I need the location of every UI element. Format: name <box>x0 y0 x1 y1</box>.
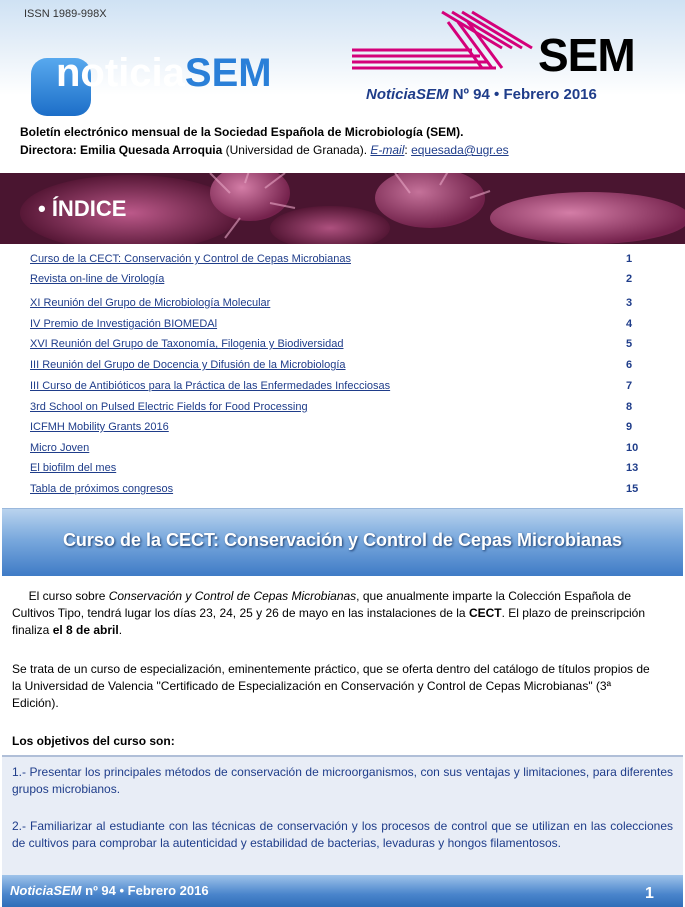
p1-cect: CECT <box>468 606 502 620</box>
toc-page-number: 13 <box>626 462 639 474</box>
email-colon: : <box>404 143 412 157</box>
toc-item-biofilm[interactable]: El biofilm del mes <box>30 462 117 474</box>
toc-page-number: 1 <box>626 253 633 265</box>
toc-page-number: 9 <box>626 421 633 433</box>
issue-line <box>366 86 597 103</box>
toc-item-icfmh-grants[interactable]: ICFMH Mobility Grants 2016 <box>30 421 169 433</box>
issue-name: NoticiaSEM <box>366 86 449 103</box>
section-paragraph-2: Se trata de un curso de especialización, eminentemente práctico, que se oferta dentro del catálogo de títulos propios de la Universidad de Valencia "Certificado de Especialización en Conservación y Control de Cepas Microbianas" (3ª Edición). <box>12 662 650 710</box>
email-label: E-mail <box>370 143 405 157</box>
toc-item-pulsed-electric-fields[interactable]: 3rd School on Pulsed Electric Fields for Food Processing <box>30 401 308 413</box>
objectives-heading: Los objetivos del curso son: <box>12 734 175 748</box>
noticiasem-logo <box>56 51 272 96</box>
section-title: Curso de la CECT: Conservación y Control de Cepas Microbianas <box>62 530 623 550</box>
toc-item-docencia[interactable]: III Reunión del Grupo de Docencia y Difusión de la Microbiología <box>30 359 346 371</box>
toc-item-taxonomia[interactable]: XVI Reunión del Grupo de Taxonomía, Filogenia y Biodiversidad <box>30 338 344 350</box>
toc-item-micro-joven[interactable]: Micro Joven <box>30 442 90 454</box>
toc-page-number: 15 <box>626 483 639 495</box>
toc-page-number: 3 <box>626 297 633 309</box>
issue-number: Nº 94 <box>452 86 490 103</box>
toc-page-number: 2 <box>626 273 633 285</box>
toc-page-number: 5 <box>626 338 633 350</box>
toc-page-number: 10 <box>626 442 639 454</box>
toc-item-microbiologia-molecular[interactable]: XI Reunión del Grupo de Microbiología Molecular <box>30 297 271 309</box>
p1-text-g: . <box>118 623 123 637</box>
director-line <box>20 143 509 157</box>
sem-stripes-logo <box>352 8 542 78</box>
issue-date: Febrero 2016 <box>503 86 597 103</box>
toc-item-congresos[interactable]: Tabla de próximos congresos <box>30 483 174 495</box>
index-title: • ÍNDICE <box>38 196 127 221</box>
objective-item-1: 1.- Presentar los principales métodos de conservación de microorganismos, con sus ventajas y limitaciones, para diferentes grupos microbianos. <box>12 765 673 796</box>
footer-issue-name: NoticiaSEM <box>10 883 82 898</box>
email-link[interactable]: equesada@ugr.es <box>411 143 509 157</box>
logo-word-sem: SEM <box>184 51 272 95</box>
issn-label: ISSN 1989-998X <box>24 8 107 20</box>
objective-item-2: 2.- Familiarizar al estudiante con las técnicas de conservación y los procesos de control que se utilizan en las colecciones de cultivos para comprobar la autenticidad y estabilidad de bacterias, levaduras y hongos filamentosos. <box>12 819 673 850</box>
footer-issue-rest: nº 94 • Febrero 2016 <box>81 883 209 898</box>
p1-text-c: , que anualmente imparte la Colección Española de Cultivos Tipo, tendrá lugar los días 23, 24, 25 y 26 de mayo en las instalaciones de la <box>12 589 632 620</box>
logo-word-noticia: noticia <box>56 51 185 95</box>
director-affiliation: (Universidad de Granada). <box>222 143 371 157</box>
p1-text-a: El curso sobre <box>28 589 109 603</box>
toc-item-premio-biomedal[interactable]: IV Premio de Investigación BIOMEDAl <box>30 318 218 330</box>
toc-item-curso-cect[interactable]: Curso de la CECT: Conservación y Control de Cepas Microbianas <box>30 253 351 265</box>
footer-issue <box>10 883 209 898</box>
issue-bullet: • <box>494 86 500 103</box>
toc-page-number: 6 <box>626 359 633 371</box>
footer-page-number: 1 <box>645 885 654 902</box>
p1-text-e: . El plazo de preinscripción finaliza <box>12 606 646 637</box>
toc-item-antibioticos[interactable]: III Curso de Antibióticos para la Práctica de las Enfermedades Infecciosas <box>30 380 391 392</box>
p1-course-name: Conservación y Control de Cepas Microbianas <box>108 589 357 603</box>
bulletin-description: Boletín electrónico mensual de la Sociedad Española de Microbiología (SEM). <box>20 125 464 139</box>
director-name: Directora: Emilia Quesada Arroquia <box>20 143 223 157</box>
section-paragraph-1 <box>12 588 658 639</box>
sem-logo-word: SEM <box>538 29 635 81</box>
toc-item-revista-virologia[interactable]: Revista on-line de Virología <box>30 273 165 285</box>
p1-deadline: el 8 de abril <box>52 623 119 637</box>
toc-page-number: 7 <box>626 380 633 392</box>
toc-page-number: 4 <box>626 318 633 330</box>
toc-page-number: 8 <box>626 401 633 413</box>
